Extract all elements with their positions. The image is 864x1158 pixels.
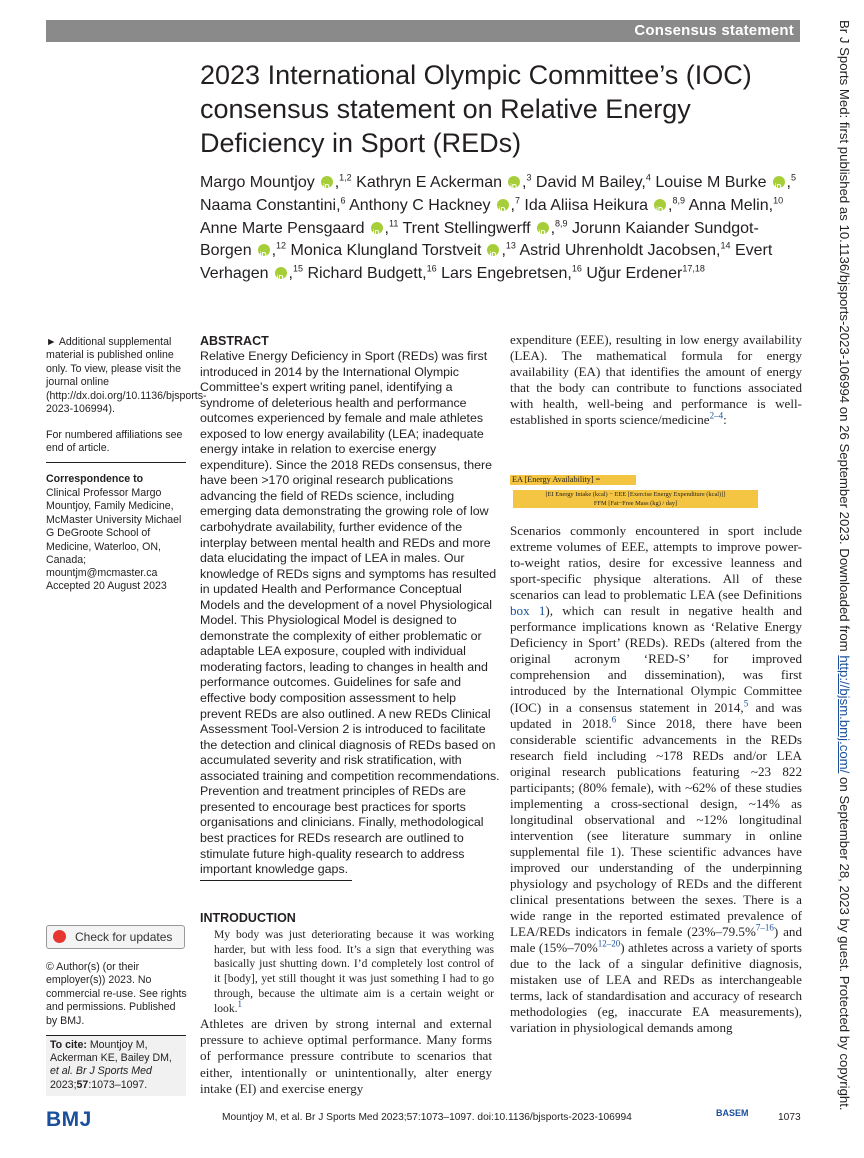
introduction-heading: INTRODUCTION bbox=[200, 911, 296, 925]
bmj-logo: BMJ bbox=[46, 1108, 92, 1131]
author-affiliation: 8,9 bbox=[672, 195, 686, 206]
orcid-icon[interactable] bbox=[508, 176, 520, 188]
side-banner-suffix: on September 28, 2023 by guest. Protected by copyright. bbox=[837, 773, 852, 1111]
quote-text: My body was just deteriorating because it was working harder, but with less food. It’s a sign that everything was basically just shutting down. I’d completely lost control of it [body], yet still thought it was just something I had to go through, because the ultimate aim is a certain weight or look. bbox=[214, 928, 494, 1015]
author-affiliation: 13 bbox=[505, 241, 516, 252]
box-1-link[interactable]: box 1 bbox=[510, 603, 546, 619]
author: Trent StellingwerffiD ,$^{8,9}$ bbox=[403, 220, 568, 237]
para2-text-b: ), which can result in negative health and performance implications known as ‘Relative Energy Deficiency in Sport’ (REDs). REDs (altered from the original acronym ‘RED-S’ for improved comprehension and dissemination), was first introduced by the International Olympic Committee (IOC) in a consensus statement in 2014, bbox=[510, 603, 802, 715]
accepted-date: Accepted 20 August 2023 bbox=[46, 580, 167, 592]
orcid-icon[interactable] bbox=[497, 199, 509, 211]
author-name: Trent Stellingwerff bbox=[402, 219, 531, 237]
author-list bbox=[200, 172, 810, 286]
author-affiliation: 11 bbox=[389, 218, 399, 229]
author-name: Ida Aliisa Heikura bbox=[524, 196, 649, 214]
cite-authors: Mountjoy M, Ackerman KE, Bailey DM, bbox=[50, 1039, 172, 1065]
author-affiliation: 6 bbox=[340, 195, 346, 206]
author-affiliation: 7 bbox=[514, 195, 520, 206]
equation-lhs: EA [Energy Availability] = bbox=[510, 475, 636, 485]
author-affiliation: 10 bbox=[773, 195, 784, 206]
author-name: Astrid Uhrenholdt Jacobsen, bbox=[519, 242, 721, 260]
orcid-icon[interactable] bbox=[773, 176, 785, 188]
reference-6[interactable]: 6 bbox=[611, 714, 617, 725]
divider bbox=[46, 462, 186, 463]
author-affiliation: 8,9 bbox=[555, 218, 568, 229]
para2-text-f: ) athletes across a variety of sports due to the lack of a singular definitive diagnosis, mistaken use of LEA and REDs as interchangeable terms, lack of standardisation and accuracy of research methodologies (eg, inaccurate EA measurements), variation in physiological demands among bbox=[510, 940, 802, 1036]
correspondence-body: Clinical Professor Margo Mountjoy, Family Medicine, McMaster University Michael G DeGroote School of Medicine, Waterloo, ON, Canada; mountjm@mcmaster.ca bbox=[46, 487, 182, 580]
author: Margo MountjoyiD ,$^{1,2}$ bbox=[200, 174, 352, 191]
author-name: Kathryn E Ackerman bbox=[356, 174, 502, 191]
author bbox=[441, 265, 582, 282]
right-column-paragraph-1 bbox=[510, 332, 802, 429]
author-name: Jorunn Kaiander Sundgot-Borgen bbox=[200, 219, 759, 260]
footer-citation: Mountjoy M, et al. Br J Sports Med 2023;57:1073–1097. doi:10.1136/bjsports-2023-106994 bbox=[222, 1112, 632, 1123]
cite-volume: 57 bbox=[76, 1078, 89, 1091]
reference-7-16[interactable]: 7–16 bbox=[755, 922, 774, 933]
article-title: 2023 International Olympic Committee’s (IOC) consensus statement on Relative Energy Deficiency in Sport (REDs) bbox=[200, 60, 752, 158]
check-for-updates-button[interactable] bbox=[46, 925, 185, 949]
side-banner-link[interactable]: http://bjsm.bmj.com/ bbox=[837, 655, 852, 774]
affiliations-note: For numbered affiliations see end of article. bbox=[46, 429, 183, 455]
side-banner bbox=[828, 20, 858, 1130]
copyright-note: © Author(s) (or their employer(s)) 2023. No commercial re-use. See rights and permissions. Published by BMJ. bbox=[46, 961, 187, 1027]
orcid-icon[interactable] bbox=[371, 222, 383, 234]
author-name: Uğur Erdener bbox=[586, 265, 683, 283]
para2-text-c: and was updated in 2018. bbox=[510, 699, 802, 731]
cite-pages: :1073–1097. bbox=[88, 1078, 148, 1091]
para1-reference[interactable]: 2–4 bbox=[709, 411, 724, 422]
author-name: Naama Constantini, bbox=[200, 196, 341, 214]
author-name: Anne Marte Pensgaard bbox=[200, 219, 365, 237]
author-affiliation: 16 bbox=[426, 263, 437, 274]
author-affiliation: 1,2 bbox=[339, 172, 352, 183]
author: Monica Klungland TorstveitiD ,$^{13}$ bbox=[291, 242, 516, 259]
para1-text: expenditure (EEE), resulting in low energy availability (LEA). The mathematical formula for energy availability (EA) that identifies the amount of energy that the body can contribute to functions associated with health, well-being and performance is well-established in sports science/medicine bbox=[510, 332, 802, 428]
author-affiliation: 4 bbox=[645, 172, 651, 183]
author-name: Lars Engebretsen, bbox=[441, 265, 572, 283]
orcid-icon[interactable] bbox=[321, 176, 333, 188]
author-affiliation: 3 bbox=[526, 172, 532, 183]
author-name: Evert Verhagen bbox=[200, 242, 773, 283]
orcid-icon[interactable] bbox=[258, 244, 270, 256]
equation-denominator: FFM [Fat−Free Mass (kg) / day] bbox=[513, 499, 758, 508]
orcid-icon[interactable] bbox=[275, 267, 287, 279]
author bbox=[536, 174, 651, 191]
author bbox=[586, 265, 705, 282]
orcid-icon[interactable] bbox=[654, 199, 666, 211]
author-affiliation: 17,18 bbox=[682, 263, 705, 274]
page-number: 1073 bbox=[778, 1112, 801, 1123]
para2-text-d: Since 2018, there have been considerable scientific advancements in the REDs research field including ~178 REDs and/or LEA original research publications featuring ~23 822 participants; (80% female), with ~62% of these studies implementing a cross-sectional design, ~14% as longitudinal observational and ~12% longitudinal intervention (see literature summary in online supplemental file 1). These scientific advances have improved our understanding of the underpinning physiology and psychology of REDs and the different clinical presentations between the sexes. There is a wide range in the reported estimated prevalence of LEA/REDs indicators in female (23%–79.5% bbox=[510, 715, 802, 940]
author-affiliation: 12 bbox=[276, 241, 287, 252]
section-header-bar bbox=[46, 20, 800, 42]
cite-year: 2023; bbox=[50, 1078, 77, 1091]
author: Jorunn Kaiander Sundgot-BorgeniD ,$^{12}$ bbox=[200, 220, 759, 260]
check-for-updates-label: Check for updates bbox=[75, 930, 173, 944]
author-name: Monica Klungland Torstveit bbox=[290, 242, 482, 260]
author: Anthony C HackneyiD ,$^7$ bbox=[349, 197, 520, 214]
author-name: Louise M Burke bbox=[655, 174, 767, 191]
orcid-icon[interactable] bbox=[487, 244, 499, 256]
author: Ida Aliisa HeikuraiD ,$^{8,9}$ bbox=[524, 197, 685, 214]
para2-text-e: ) and male (15%–70% bbox=[510, 924, 802, 956]
author-name: Margo Mountjoy bbox=[200, 174, 315, 191]
author: Evert VerhageniD ,$^{15}$ bbox=[200, 242, 772, 282]
author-name: Richard Budgett, bbox=[307, 265, 427, 283]
abstract-body: Relative Energy Deficiency in Sport (REDs) was first introduced in 2014 by the International Olympic Committee’s expert writing panel, identifying a syndrome of deleterious health and performance outcomes experienced by female and male athletes exposed to low energy availability (LEA; inadequate energy intake in relation to exercise energy expenditure). Since the 2018 REDs consensus, there have been >170 original research publications advancing the field of REDs science, including emerging data demonstrating the growing role of low carbohydrate availability, further evidence of the interplay between mental health and REDs and more data elucidating the impact of LEA in males. Our knowledge of REDs signs and symptoms has resulted in updated Health and Performance Conceptual Models and the development of a novel Physiological Model. This Physiological Model is designed to demonstrate the complexity of either problematic or adaptable LEA exposure, coupled with individual moderating factors, leading to changes in health and performance outcomes. Guidelines for safe and effective body composition assessment to help prevent REDs are also outlined. A new REDs Clinical Assessment Tool-Version 2 is introduced to facilitate the detection and clinical diagnosis of REDs based on accumulated severity and risk stratification, with associated training and competition recommendations. Prevention and treatment principles of REDs are presented to encourage best practices for sports organisations and clinicians. Finally, methodological best practices for REDs research are outlined to stimulate future high-quality research to address important knowledge gaps. bbox=[200, 349, 500, 877]
author: Anne Marte PensgaardiD ,$^{11}$ bbox=[200, 220, 398, 237]
author bbox=[689, 197, 784, 214]
abstract-heading: ABSTRACT bbox=[200, 334, 269, 348]
author-name: David M Bailey, bbox=[535, 174, 646, 191]
athlete-quote bbox=[214, 928, 494, 1016]
section-label: Consensus statement bbox=[634, 22, 794, 39]
right-column-paragraph-2 bbox=[510, 523, 802, 1037]
author-name: Anna Melin, bbox=[688, 196, 774, 214]
correspondence-heading: Correspondence to bbox=[46, 473, 144, 485]
citation-box bbox=[46, 1035, 186, 1096]
para2-text-a: Scenarios commonly encountered in sport include extreme volumes of EEE, attempts to improve power-to-weight ratios, desire for excessive leanness and sport-specific physique alterations. All of these scenarios can lead to problematic LEA (see Definitions bbox=[510, 523, 802, 603]
side-banner-prefix: Br J Sports Med: first published as 10.1136/bjsports-2023-106994 on 26 September 2023. Downloaded from bbox=[837, 20, 852, 656]
author bbox=[519, 242, 730, 259]
author-affiliation: 14 bbox=[720, 241, 731, 252]
cite-label: To cite: bbox=[50, 1039, 87, 1051]
introduction-body: Athletes are driven by strong internal and external pressure to achieve optimal performance. Many forms of performance pressure contribute to scenarios that either, intentionally or unintentionally, alter energy intake (EI) and exercise energy bbox=[200, 1016, 492, 1096]
author-affiliation: 5 bbox=[790, 172, 796, 183]
reference-12-20[interactable]: 12–20 bbox=[597, 938, 621, 949]
reference-5[interactable]: 5 bbox=[743, 698, 749, 709]
abstract-divider bbox=[200, 880, 352, 881]
equation-numerator: [EI Energy Intake (kcal) − EEE [Exercise Energy Expenditure (kcal)]] bbox=[513, 490, 758, 499]
quote-reference[interactable]: 1 bbox=[237, 998, 243, 1009]
orcid-icon[interactable] bbox=[537, 222, 549, 234]
cite-journal: et al. Br J Sports Med bbox=[50, 1065, 152, 1078]
author: Louise M BurkeiD ,$^5$ bbox=[655, 174, 796, 191]
author: Kathryn E AckermaniD ,$^3$ bbox=[356, 174, 531, 191]
para1-end: : bbox=[723, 412, 727, 428]
supplemental-note: ► Additional supplemental material is published online only. To view, please visit the journal online (http://dx.doi.org/10.1136/bjsports-2023-106994). bbox=[46, 336, 207, 416]
author-affiliation: 15 bbox=[292, 263, 303, 274]
author-name: Anthony C Hackney bbox=[349, 196, 491, 214]
crossmark-icon bbox=[53, 930, 66, 943]
author bbox=[307, 265, 436, 282]
basem-logo: BASEM bbox=[716, 1108, 749, 1118]
author-affiliation: 16 bbox=[571, 263, 582, 274]
